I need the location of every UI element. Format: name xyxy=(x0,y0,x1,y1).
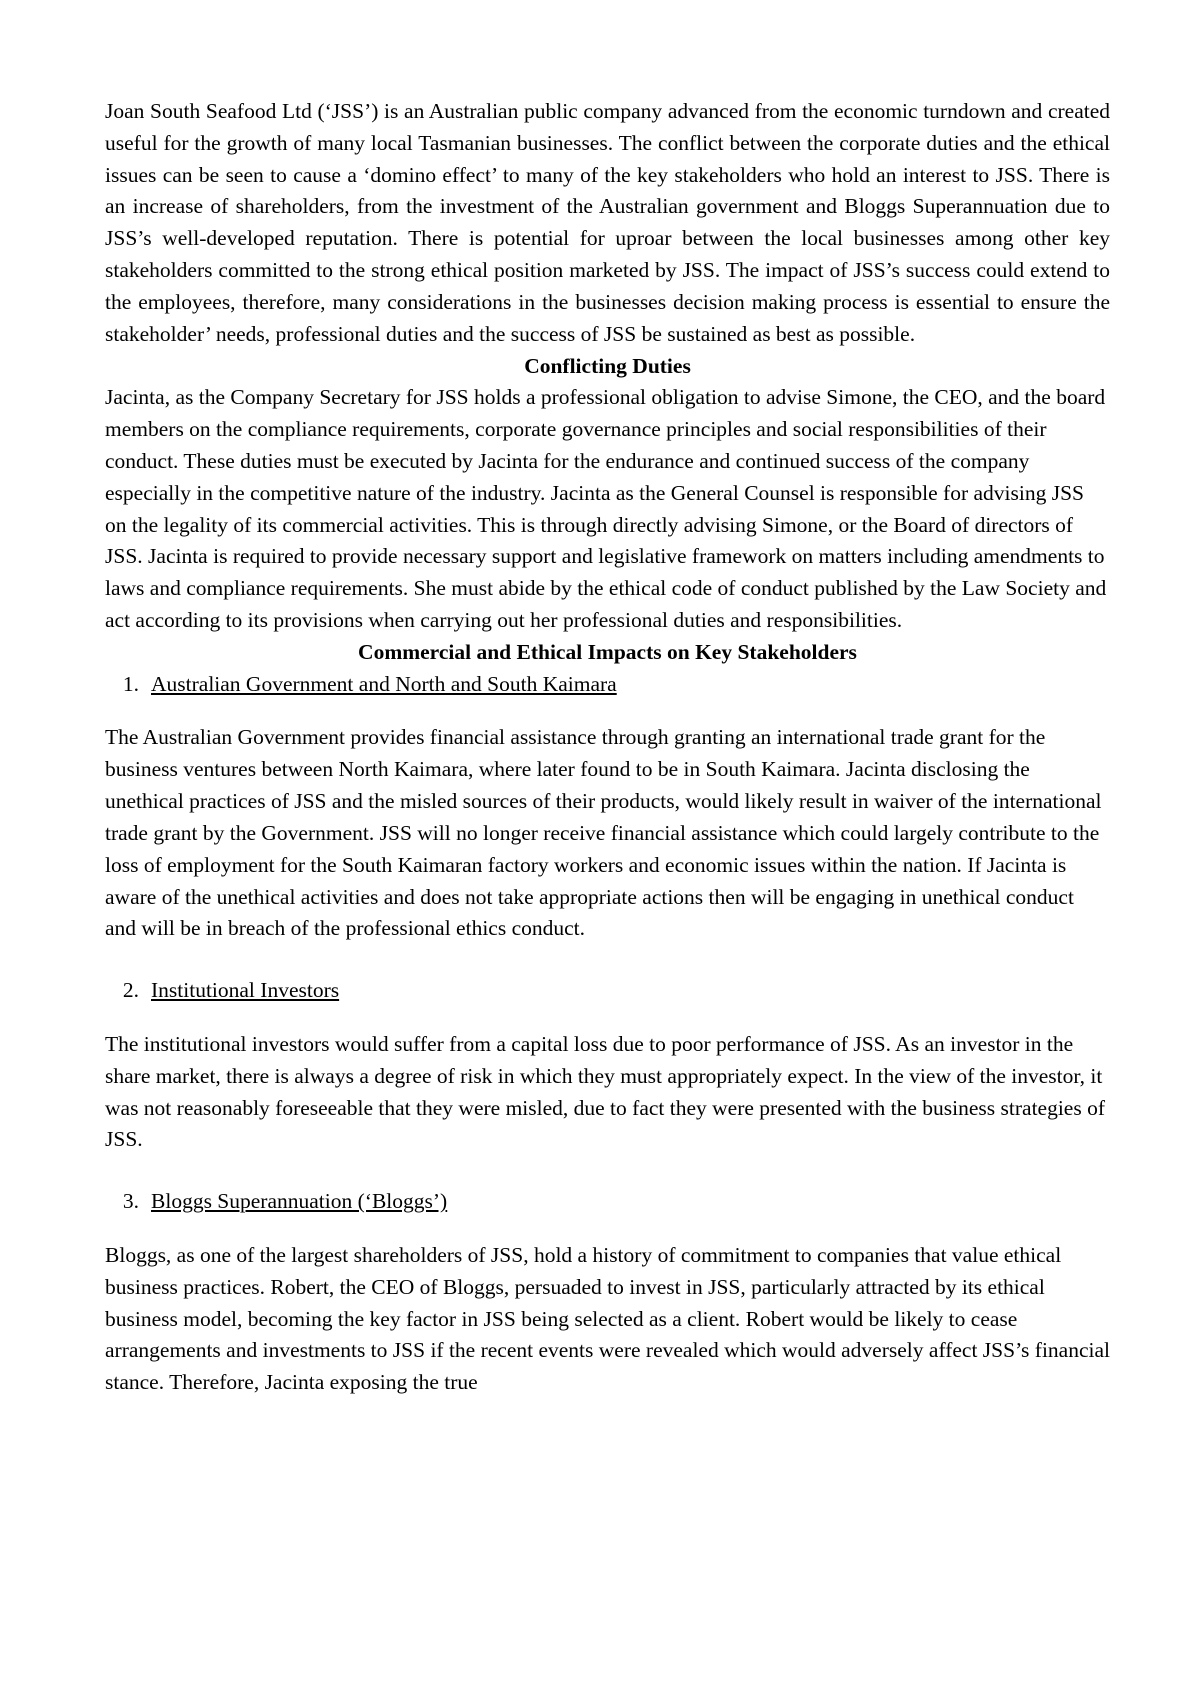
heading-commercial-ethical-impacts: Commercial and Ethical Impacts on Key Stakeholders xyxy=(358,639,857,664)
spacer xyxy=(105,1007,1110,1029)
stakeholder-paragraph: The institutional investors would suffer from a capital loss due to poor performance of JSS. As an investor in the share market, there is always a degree of risk in which they must appropriately expect. In the view of the investor, it was not reasonably foreseeable that they were misled, due to fact they were presented with the business strategies of JSS. xyxy=(105,1031,1106,1152)
stakeholder-paragraph: Bloggs, as one of the largest shareholders of JSS, hold a history of commitment to companies that value ethical business practices. Robert, the CEO of Bloggs, persuaded to invest in JSS, particularly attracted by its ethical business model, becoming the key factor in JSS being selected as a client. Robert would be likely to cease arrangements and investments to JSS if the recent events were revealed which would adversely affect JSS’s financial stance. Therefore, Jacinta exposing the true xyxy=(105,1243,1111,1395)
list-item xyxy=(105,669,1110,701)
list-item-number: 2. xyxy=(122,978,139,1003)
list-item-number: 3. xyxy=(122,1189,139,1214)
list-item xyxy=(105,1186,1110,1218)
conflicting-duties-paragraph: Jacinta, as the Company Secretary for JSS holds a professional obligation to advise Simone, the CEO, and the board members on the compliance requirements, corporate governance principles and social responsibilities of their conduct. These duties must be executed by Jacinta for the endurance and continued success of the company especially in the competitive nature of the industry. Jacinta as the General Counsel is responsible for advising JSS on the legality of its commercial activities. This is through directly advising Simone, or the Board of directors of JSS. Jacinta is required to provide necessary support and legislative framework on matters including amendments to laws and compliance requirements. She must abide by the ethical code of conduct published by the Law Society and act according to its provisions when carrying out her professional duties and responsibilities. xyxy=(105,385,1107,632)
stakeholder-list xyxy=(105,669,1110,1399)
list-item-label: Australian Government and North and South Kaimara xyxy=(151,671,617,696)
list-item-number: 1. xyxy=(122,671,139,696)
list-item xyxy=(105,975,1110,1007)
spacer xyxy=(105,700,1110,722)
intro-paragraph: Joan South Seafood Ltd (‘JSS’) is an Australian public company advanced from the economic turndown and created useful for the growth of many local Tasmanian businesses. The conflict between the corporate duties and the ethical issues can be seen to cause a ‘domino effect’ to many of the key stakeholders who hold an interest to JSS. There is an increase of shareholders, from the investment of the Australian government and Bloggs Superannuation due to JSS’s well-developed reputation. There is potential for uproar between the local businesses among other key stakeholders committed to the strong ethical position marketed by JSS. The impact of JSS’s success could extend to the employees, therefore, many considerations in the businesses decision making process is essential to ensure the stakeholder’ needs, professional duties and the success of JSS be sustained as best as possible. xyxy=(105,99,1110,346)
heading-conflicting-duties: Conflicting Duties xyxy=(524,353,691,378)
list-item-label: Bloggs Superannuation (‘Bloggs’) xyxy=(151,1189,448,1214)
document-body xyxy=(105,96,1110,1399)
spacer xyxy=(105,945,1110,975)
list-item-label: Institutional Investors xyxy=(151,978,340,1003)
spacer xyxy=(105,1156,1110,1186)
stakeholder-paragraph: The Australian Government provides financial assistance through granting an international trade grant for the business ventures between North Kaimara, where later found to be in South Kaimara. Jacinta disclosing the unethical practices of JSS and the misled sources of their products, would likely result in waiver of the international trade grant by the Government. JSS will no longer receive financial assistance which could largely contribute to the loss of employment for the South Kaimaran factory workers and economic issues within the nation. If Jacinta is aware of the unethical activities and does not take appropriate actions then will be engaging in unethical conduct and will be in breach of the professional ethics conduct. xyxy=(105,725,1102,941)
spacer xyxy=(105,1218,1110,1240)
